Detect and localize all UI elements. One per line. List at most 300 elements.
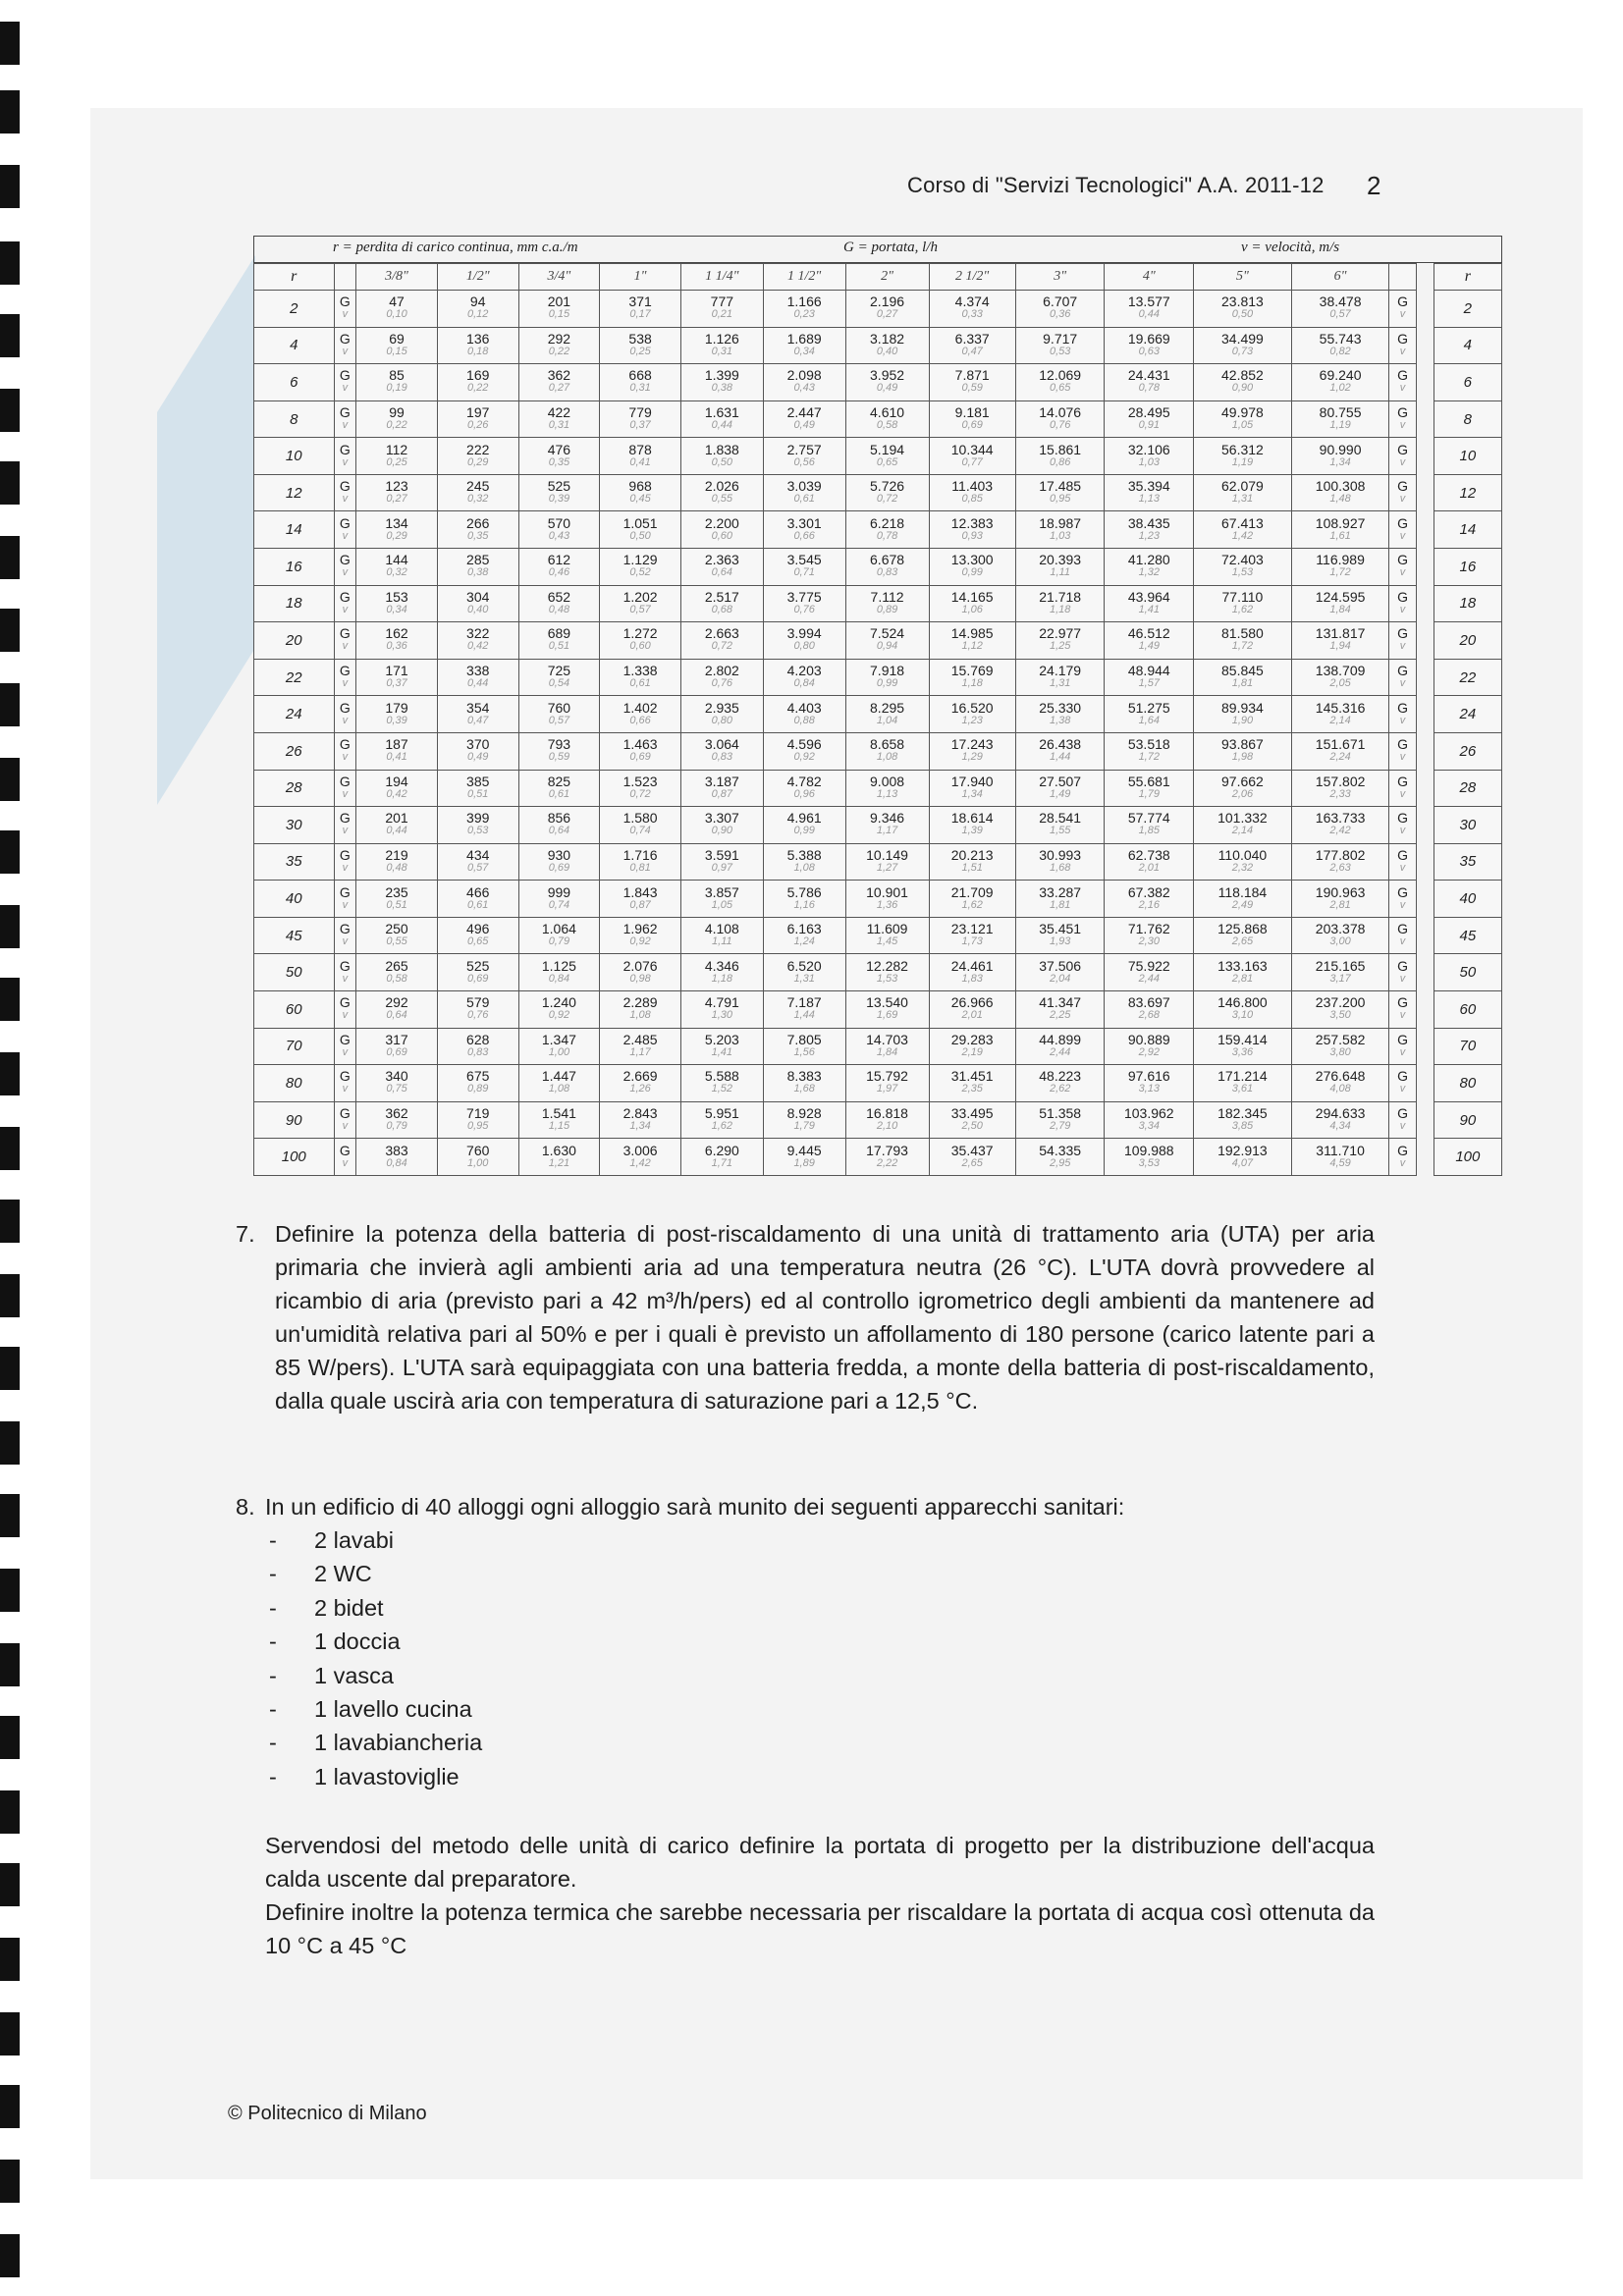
table-cell (929, 732, 1015, 770)
flow-value: 34.499 (1221, 330, 1264, 347)
flow-value: 1.630 (541, 1142, 576, 1158)
row-r-value: 16 (254, 549, 335, 586)
flow-value: 131.817 (1315, 625, 1366, 642)
row-r-value: 70 (254, 1028, 335, 1065)
row-r-value: 12 (254, 474, 335, 511)
table-cell (680, 1065, 763, 1102)
table-cell (437, 659, 518, 696)
velocity-value: 0,76 (711, 677, 733, 690)
row-gv-label-right (1389, 364, 1416, 401)
velocity-value: 0,94 (876, 640, 898, 653)
flow-value: 1.166 (786, 294, 822, 310)
table-cell (1105, 881, 1194, 918)
velocity-value: 0,34 (386, 603, 407, 615)
flow-value: 4.961 (786, 810, 822, 827)
row-gv-label-right (1389, 843, 1416, 881)
v-label: v (1399, 566, 1406, 579)
table-cell (437, 291, 518, 328)
v-label: v (1399, 1009, 1406, 1022)
flow-value: 7.871 (954, 367, 990, 384)
flow-value: 362 (547, 367, 571, 384)
table-cell (1105, 549, 1194, 586)
table-cell (680, 732, 763, 770)
v-label: v (1399, 714, 1406, 726)
velocity-value: 0,56 (793, 455, 815, 468)
table-cell (680, 549, 763, 586)
v-label: v (342, 677, 349, 690)
table-header-row (254, 264, 1502, 291)
velocity-value: 1,27 (876, 861, 898, 874)
table-cell (929, 1101, 1015, 1139)
velocity-value: 0,64 (386, 1009, 407, 1022)
velocity-value: 0,69 (467, 972, 489, 985)
velocity-value: 0,60 (629, 640, 651, 653)
table-cell (929, 770, 1015, 807)
row-gv-label-right (1389, 474, 1416, 511)
v-label: v (342, 825, 349, 837)
flow-value: 69.240 (1319, 367, 1362, 384)
table-row (254, 327, 1502, 364)
flow-value: 4.403 (786, 699, 822, 716)
flow-value: 7.187 (786, 994, 822, 1011)
flow-value: 385 (466, 773, 490, 789)
table-cell (1105, 1101, 1194, 1139)
flow-value: 25.330 (1039, 699, 1082, 716)
table-cell (1015, 732, 1105, 770)
table-cell (1105, 917, 1194, 954)
table-cell (1194, 807, 1292, 844)
v-label: v (342, 419, 349, 432)
velocity-value: 0,33 (961, 308, 983, 321)
table-cell (680, 954, 763, 991)
table-cell (1105, 696, 1194, 733)
g-label: G (339, 514, 351, 531)
table-cell (1015, 511, 1105, 549)
g-label: G (1397, 994, 1408, 1011)
velocity-value: 0,76 (467, 1009, 489, 1022)
question-7-text: Definire la potenza della batteria di post-riscaldamento di una unità di trattamento aria (UTA) per aria primaria che invierà agli ambienti aria ad una temperatura neutra (26 °C). L'UTA dovrà provvedere al ricambio di aria (previsto pari a 42 m³/h/pers) ed al controllo igrometrico degli ambienti da mantenere ad un'umidità relativa pari al 50% e per i quali è previsto un affollamento di 180 persone (carico latente pari a 85 W/pers). L'UTA sarà equipaggiata con una batteria fredda, a monte della batteria di post-riscaldamento, dalla quale uscirà aria con temperatura di saturazione pari a 12,5 °C. (275, 1221, 1375, 1414)
table-row (254, 1065, 1502, 1102)
flow-value: 20.213 (950, 846, 994, 863)
table-cell (1291, 990, 1389, 1028)
table-cell (1105, 732, 1194, 770)
velocity-value: 0,66 (793, 529, 815, 542)
velocity-value: 0,41 (629, 455, 651, 468)
flow-value: 6.163 (786, 921, 822, 937)
table-cell (518, 1065, 600, 1102)
v-label: v (342, 603, 349, 615)
velocity-value: 2,10 (876, 1120, 898, 1132)
table-cell (680, 843, 763, 881)
g-label: G (1397, 514, 1408, 531)
flow-value: 5.203 (704, 1031, 739, 1047)
header-gv-right (1389, 264, 1416, 291)
flow-value: 71.762 (1127, 921, 1170, 937)
velocity-value: 0,50 (711, 455, 733, 468)
flow-value: 779 (628, 404, 652, 421)
velocity-value: 3,85 (1231, 1120, 1254, 1132)
v-label: v (342, 345, 349, 357)
velocity-value: 2,01 (1138, 861, 1160, 874)
table-cell (763, 438, 845, 475)
row-r-value-right: 30 (1434, 807, 1501, 844)
table-cell (1015, 807, 1105, 844)
velocity-value: 0,77 (961, 455, 983, 468)
flow-value: 35.437 (950, 1142, 994, 1158)
table-cell (1105, 438, 1194, 475)
flow-value: 292 (547, 330, 571, 347)
g-label: G (1397, 699, 1408, 716)
velocity-value: 0,36 (1049, 308, 1071, 321)
flow-value: 7.918 (870, 663, 905, 679)
velocity-value: 1,16 (793, 898, 815, 911)
flow-value: 24.179 (1039, 663, 1082, 679)
header-gap (1416, 264, 1434, 291)
velocity-value: 1,68 (1049, 861, 1071, 874)
table-cell (600, 1028, 681, 1065)
table-cell (1194, 696, 1292, 733)
flow-value: 24.461 (950, 957, 994, 974)
velocity-value: 0,74 (629, 825, 651, 837)
table-cell (1105, 474, 1194, 511)
flow-value: 83.697 (1127, 994, 1170, 1011)
g-label: G (1397, 883, 1408, 900)
flow-value: 2.669 (622, 1068, 658, 1085)
flow-value: 14.985 (950, 625, 994, 642)
velocity-value: 2,95 (1049, 1156, 1071, 1169)
flow-value: 54.335 (1039, 1142, 1082, 1158)
velocity-value: 0,69 (961, 419, 983, 432)
velocity-value: 0,46 (548, 566, 570, 579)
row-gap (1416, 511, 1434, 549)
table-cell (1105, 327, 1194, 364)
velocity-value: 1,05 (1231, 419, 1254, 432)
velocity-value: 1,34 (961, 787, 983, 800)
flow-value: 37.506 (1039, 957, 1082, 974)
row-gap (1416, 327, 1434, 364)
table-cell (845, 954, 929, 991)
flow-value: 30.993 (1039, 846, 1082, 863)
header-size: 1/2" (437, 264, 518, 291)
table-legend (253, 236, 1502, 263)
flow-value: 612 (547, 552, 571, 568)
table-cell (763, 1028, 845, 1065)
flow-value: 169 (466, 367, 490, 384)
flow-value: 97.616 (1127, 1068, 1170, 1085)
row-gap (1416, 843, 1434, 881)
flow-value: 538 (628, 330, 652, 347)
header-r-left: r (254, 264, 335, 291)
velocity-value: 1,11 (712, 935, 732, 948)
flow-value: 668 (628, 367, 652, 384)
velocity-value: 3,50 (1329, 1009, 1351, 1022)
velocity-value: 1,90 (1231, 714, 1254, 726)
flow-value: 3.952 (870, 367, 905, 384)
velocity-value: 0,26 (467, 419, 489, 432)
flow-value: 43.964 (1127, 588, 1170, 605)
table-row (254, 474, 1502, 511)
flow-value: 5.951 (704, 1105, 739, 1121)
velocity-value: 2,79 (1049, 1120, 1071, 1132)
table-cell (763, 1139, 845, 1176)
table-cell (680, 585, 763, 622)
row-gap (1416, 917, 1434, 954)
table-cell (763, 400, 845, 438)
velocity-value: 1,89 (793, 1156, 815, 1169)
velocity-value: 0,59 (961, 382, 983, 395)
table-cell (356, 474, 438, 511)
g-label: G (339, 478, 351, 495)
table-cell (1194, 291, 1292, 328)
flow-value: 17.940 (950, 773, 994, 789)
flow-value: 3.301 (786, 514, 822, 531)
flow-value: 182.345 (1217, 1105, 1268, 1121)
row-r-value-right: 16 (1434, 549, 1501, 586)
table-cell (518, 622, 600, 660)
flow-value: 2.663 (704, 625, 739, 642)
row-gap (1416, 400, 1434, 438)
table-cell (600, 291, 681, 328)
table-cell (1105, 1139, 1194, 1176)
flow-value: 362 (385, 1105, 408, 1121)
flow-value: 48.944 (1127, 663, 1170, 679)
flow-value: 3.182 (870, 330, 905, 347)
flow-value: 62.079 (1221, 478, 1264, 495)
velocity-value: 0,22 (467, 382, 489, 395)
row-r-value: 6 (254, 364, 335, 401)
table-cell (1105, 511, 1194, 549)
velocity-value: 0,19 (386, 382, 407, 395)
table-cell (356, 549, 438, 586)
g-label: G (339, 1142, 351, 1158)
g-label: G (339, 552, 351, 568)
table-cell (680, 917, 763, 954)
velocity-value: 0,15 (548, 308, 570, 321)
table-cell (437, 474, 518, 511)
flow-value: 144 (385, 552, 408, 568)
velocity-value: 2,63 (1329, 861, 1351, 874)
table-cell (1291, 364, 1389, 401)
table-cell (437, 1028, 518, 1065)
v-label: v (342, 566, 349, 579)
table-cell (518, 511, 600, 549)
flow-value: 525 (466, 957, 490, 974)
velocity-value: 1,13 (1138, 493, 1160, 506)
flow-value: 18.614 (950, 810, 994, 827)
header-size: 1 1/2" (763, 264, 845, 291)
row-r-value-right: 70 (1434, 1028, 1501, 1065)
velocity-value: 0,35 (548, 455, 570, 468)
flow-value: 675 (466, 1068, 490, 1085)
flow-value: 2.363 (704, 552, 739, 568)
flow-value: 4.782 (786, 773, 822, 789)
flow-value: 72.403 (1221, 552, 1264, 568)
velocity-value: 0,92 (793, 751, 815, 764)
velocity-value: 1,93 (1049, 935, 1071, 948)
velocity-value: 0,43 (793, 382, 815, 395)
flow-value: 338 (466, 663, 490, 679)
flow-value: 81.580 (1221, 625, 1264, 642)
flow-value: 292 (385, 994, 408, 1011)
velocity-value: 1,53 (876, 972, 898, 985)
velocity-value: 2,44 (1049, 1045, 1071, 1058)
row-gv-label-right (1389, 990, 1416, 1028)
table-cell (845, 1028, 929, 1065)
table-cell (437, 585, 518, 622)
velocity-value: 1,72 (1138, 751, 1160, 764)
velocity-value: 0,88 (793, 714, 815, 726)
table-cell (845, 474, 929, 511)
table-cell (518, 696, 600, 733)
v-label: v (1399, 825, 1406, 837)
velocity-value: 0,58 (386, 972, 407, 985)
flow-value: 930 (547, 846, 571, 863)
flow-value: 123 (385, 478, 408, 495)
table-cell (929, 990, 1015, 1028)
velocity-value: 1,56 (793, 1045, 815, 1058)
velocity-value: 1,62 (711, 1120, 733, 1132)
flow-value: 187 (385, 736, 408, 753)
velocity-value: 0,31 (629, 382, 651, 395)
table-cell (356, 732, 438, 770)
table-cell (1105, 1065, 1194, 1102)
velocity-value: 0,12 (467, 308, 489, 321)
table-cell (680, 400, 763, 438)
table-cell (845, 659, 929, 696)
flow-value: 628 (466, 1031, 490, 1047)
table-cell (1015, 400, 1105, 438)
flow-value: 23.121 (950, 921, 994, 937)
velocity-value: 1,13 (876, 787, 898, 800)
flow-value: 67.382 (1127, 883, 1170, 900)
table-cell (437, 622, 518, 660)
velocity-value: 2,42 (1329, 825, 1351, 837)
flow-value: 197 (466, 404, 490, 421)
flow-value: 4.596 (786, 736, 822, 753)
velocity-value: 3,13 (1138, 1083, 1160, 1095)
row-r-value: 10 (254, 438, 335, 475)
row-r-value-right: 22 (1434, 659, 1501, 696)
flow-value: 56.312 (1221, 441, 1264, 457)
table-cell (929, 843, 1015, 881)
row-gv-label (334, 1139, 356, 1176)
velocity-value: 1,17 (876, 825, 898, 837)
table-cell (763, 474, 845, 511)
fixture-item: - 1 lavabiancheria (236, 1726, 1375, 1759)
flow-value: 9.181 (954, 404, 990, 421)
table-cell (1194, 1028, 1292, 1065)
flow-value: 118.184 (1217, 883, 1268, 900)
flow-value: 1.463 (622, 736, 658, 753)
table-cell (518, 807, 600, 844)
velocity-value: 3,17 (1329, 972, 1351, 985)
g-label: G (339, 1105, 351, 1121)
velocity-value: 2,81 (1329, 898, 1351, 911)
table-cell (680, 990, 763, 1028)
flow-value: 85.845 (1221, 663, 1264, 679)
flow-value: 3.307 (704, 810, 739, 827)
table-cell (600, 732, 681, 770)
table-cell (763, 327, 845, 364)
flow-value: 14.076 (1039, 404, 1082, 421)
table-cell (763, 770, 845, 807)
table-cell (845, 807, 929, 844)
flow-value: 250 (385, 921, 408, 937)
table-cell (845, 990, 929, 1028)
velocity-value: 1,08 (629, 1009, 651, 1022)
velocity-value: 1,19 (1329, 419, 1351, 432)
pipe-sizing-table (253, 263, 1502, 1176)
table-cell (1015, 843, 1105, 881)
velocity-value: 1,31 (793, 972, 815, 985)
flow-value: 1.689 (786, 330, 822, 347)
flow-value: 7.112 (870, 588, 904, 605)
velocity-value: 0,49 (793, 419, 815, 432)
row-gv-label (334, 1065, 356, 1102)
table-cell (1194, 917, 1292, 954)
velocity-value: 2,81 (1231, 972, 1254, 985)
header-size: 3" (1015, 264, 1105, 291)
table-cell (437, 511, 518, 549)
g-label: G (339, 957, 351, 974)
legend-g: G = portata, l/h (843, 240, 938, 255)
flow-value: 145.316 (1315, 699, 1366, 716)
table-row (254, 364, 1502, 401)
velocity-value: 3,36 (1231, 1045, 1254, 1058)
velocity-value: 0,65 (467, 935, 489, 948)
row-gv-label (334, 549, 356, 586)
velocity-value: 0,21 (711, 308, 733, 321)
flow-value: 13.300 (950, 552, 994, 568)
flow-value: 1.347 (541, 1031, 576, 1047)
row-gv-label-right (1389, 1028, 1416, 1065)
flow-value: 1.716 (622, 846, 658, 863)
velocity-value: 0,27 (876, 308, 898, 321)
table-cell (518, 1139, 600, 1176)
velocity-value: 0,22 (386, 419, 407, 432)
table-cell (518, 917, 600, 954)
flow-value: 4.203 (786, 663, 822, 679)
header-size: 5" (1194, 264, 1292, 291)
velocity-value: 0,44 (467, 677, 489, 690)
v-label: v (1399, 603, 1406, 615)
table-cell (600, 585, 681, 622)
flow-value: 383 (385, 1142, 408, 1158)
flow-value: 162 (385, 625, 408, 642)
table-row (254, 549, 1502, 586)
table-cell (1291, 954, 1389, 991)
velocity-value: 0,97 (711, 861, 733, 874)
flow-value: 2.757 (786, 441, 822, 457)
velocity-value: 1,24 (793, 935, 815, 948)
table-row (254, 881, 1502, 918)
velocity-value: 0,72 (629, 787, 651, 800)
row-gap (1416, 696, 1434, 733)
velocity-value: 3,53 (1138, 1156, 1160, 1169)
flow-value: 1.064 (541, 921, 576, 937)
table-cell (1015, 438, 1105, 475)
velocity-value: 1,44 (793, 1009, 815, 1022)
table-cell (845, 327, 929, 364)
velocity-value: 0,34 (793, 345, 815, 357)
velocity-value: 0,99 (876, 677, 898, 690)
flow-value: 109.988 (1123, 1142, 1174, 1158)
velocity-value: 1,49 (1049, 787, 1071, 800)
table-cell (1015, 549, 1105, 586)
velocity-value: 1,00 (548, 1045, 570, 1058)
table-cell (356, 659, 438, 696)
flow-value: 340 (385, 1068, 408, 1085)
